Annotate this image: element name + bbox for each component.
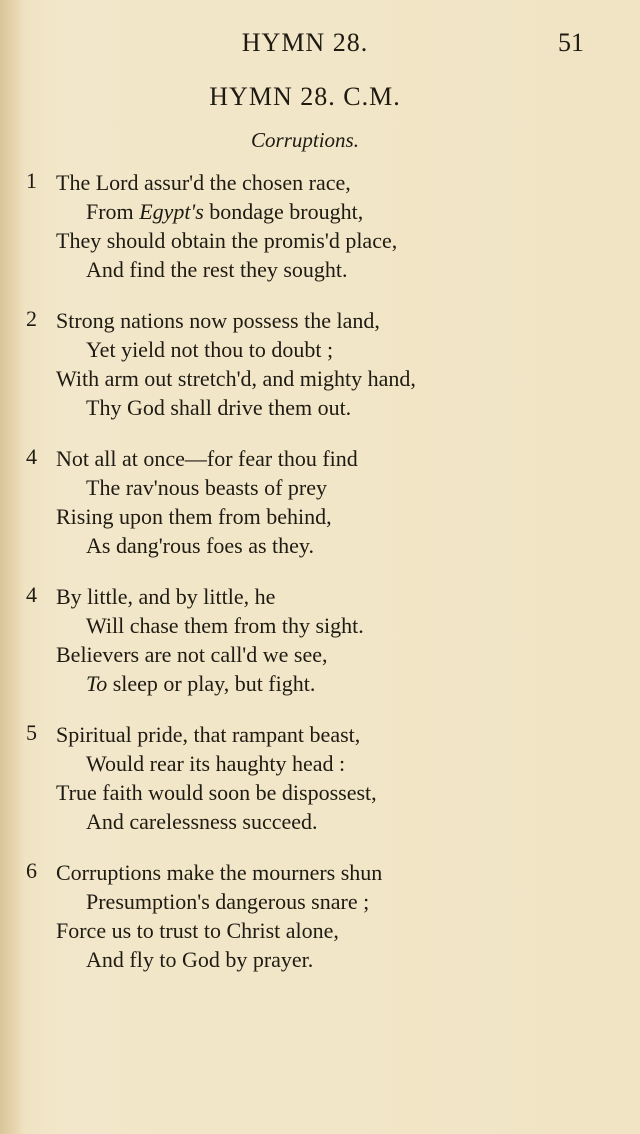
verse-line: The Lord assur'd the chosen race, xyxy=(56,170,351,195)
verse-line: As dang'rous foes as they. xyxy=(86,533,314,558)
verse-line: The rav'nous beasts of prey xyxy=(86,475,328,500)
verse-line: Will chase them from thy sight. xyxy=(86,613,364,638)
verse-line: Force us to trust to Christ alone, xyxy=(56,918,339,943)
verse-line: With arm out stretch'd, and mighty hand, xyxy=(56,366,416,391)
stanza-number: 5 xyxy=(26,720,37,745)
verse-line: Thy God shall drive them out. xyxy=(86,395,352,420)
verse-line: They should obtain the promis'd place, xyxy=(56,228,398,253)
verse-line: Believers are not call'd we see, xyxy=(56,642,328,667)
stanza xyxy=(26,720,616,836)
verse-line: Presumption's dangerous snare ; xyxy=(86,889,370,914)
verse-line: Not all at once—for fear thou find xyxy=(56,446,358,471)
running-head: HYMN 28. xyxy=(241,28,369,57)
stanza-number: 4 xyxy=(26,582,37,607)
hymn-subtitle: Corruptions. xyxy=(251,128,359,152)
stanza-number: 1 xyxy=(26,168,37,193)
stanza-list xyxy=(26,168,616,996)
stanza-number: 4 xyxy=(26,444,37,469)
stanza xyxy=(26,306,616,422)
verse-line: By little, and by little, he xyxy=(56,584,276,609)
verse-line: Strong nations now possess the land, xyxy=(56,308,380,333)
verse-line: And carelessness succeed. xyxy=(86,809,318,834)
verse-line: True faith would soon be dispossest, xyxy=(56,780,377,805)
verse-line: Would rear its haughty head : xyxy=(86,751,346,776)
page-number: 51 xyxy=(558,28,584,57)
stanza xyxy=(26,444,616,560)
stanza-number: 6 xyxy=(26,858,37,883)
verse-line: Rising upon them from behind, xyxy=(56,504,332,529)
verse-line: Yet yield not thou to doubt ; xyxy=(86,337,334,362)
verse-line: And fly to God by prayer. xyxy=(86,947,314,972)
stanza xyxy=(26,582,616,698)
emphasis-word: Egypt's xyxy=(139,199,204,224)
verse-line: From Egypt's bondage brought, xyxy=(86,199,364,224)
hymn-title: HYMN 28. C.M. xyxy=(209,82,401,111)
verse-line: And find the rest they sought. xyxy=(86,257,348,282)
stanza-number: 2 xyxy=(26,306,37,331)
verse-line: Corruptions make the mourners shun xyxy=(56,860,383,885)
stanza xyxy=(26,168,616,284)
verse-line: Spiritual pride, that rampant beast, xyxy=(56,722,361,747)
emphasis-word: To xyxy=(86,671,108,696)
verse-line: To sleep or play, but fight. xyxy=(86,671,316,696)
page-gutter xyxy=(0,0,24,1134)
stanza xyxy=(26,858,616,974)
